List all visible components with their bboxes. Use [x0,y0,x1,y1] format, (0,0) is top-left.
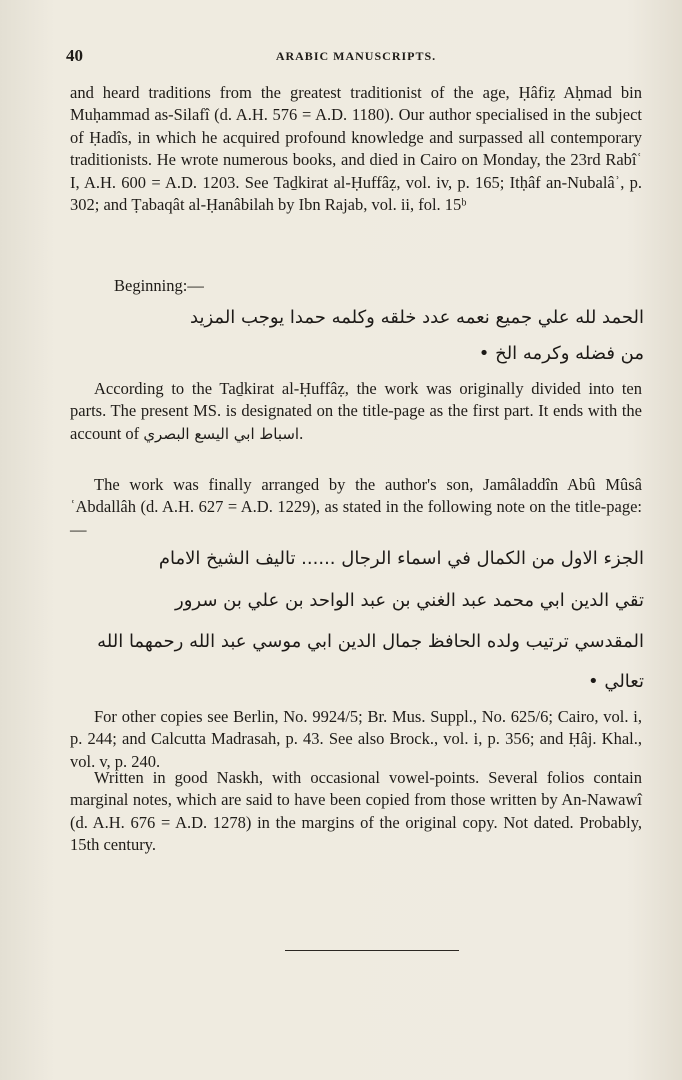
page-header [66,46,646,70]
description-paragraph: Written in good Naskh, with occasional vowel-points. Several folios contain marginal notes, which are said to have been copied from those written by An-Nawawî (d. A.H. 676 = A.D. 1278) in the margins of the original copy. Not dated. Probably, 15th century. [70,768,642,855]
copies-paragraph: For other copies see Berlin, No. 9924/5; Br. Mus. Suppl., No. 625/6; Cairo, vol. i, p. 244; and Calcutta Madrasah, p. 43. See also Brock., vol. i, p. 356; and Ḥâj. Khal., vol. v, p. 240. [70,707,642,771]
arabic-note-line-4: تعالي • [587,671,644,692]
taḏkirat-paragraph: According to the Taḏkirat al-Ḥuffâẓ, the work was originally divided into ten parts. The present MS. is designated on the title-page as the first part. It ends with the account of اسباط ابي اليسع البصري. [70,379,642,443]
arabic-note-line-1: الجزء الاول من الكمال في اسماء الرجال ...... تاليف الشيخ الامام [158,548,644,569]
arabic-inline-name: اسباط ابي اليسع البصري [143,424,300,443]
taḏkirat-paragraph-text: According to the Taḏkirat al-Ḥuffâẓ, the work was originally divided into ten parts. The present MS. is designated on the title-page as the first part. It ends with the account of [70,379,642,443]
arrangement-paragraph: The work was finally arranged by the author's son, Jamâladdîn Abû Mûsâ ʿAbdallâh (d. A.H. 627 = A.D. 1229), as stated in the following note on the title-page:— [70,475,642,539]
arabic-note-line-3: المقدسي ترتيب ولده الحافظ جمال الدين ابي موسي عبد الله رحمهما الله [97,631,644,652]
section-divider [285,950,459,951]
running-title: ARABIC MANUSCRIPTS. [275,49,437,63]
beginning-label: Beginning:— [114,276,204,295]
arabic-beginning-line-1: الحمد لله علي جميع نعمه عدد خلقه وكلمه حمدا يوجب المزيد [190,307,644,328]
arabic-beginning-line-2: من فضله وكرمه الخ • [478,343,644,364]
biography-paragraph: and heard traditions from the greatest traditionist of the age, Ḥâfiẓ Aḥmad bin Muḥammad as-Silafî (d. A.H. 576 = A.D. 1180). Our author specialised in the subject of Ḥadîs, in which he acquired profound knowledge and surpassed all contemporary traditionists. He wrote numerous books, and died in Cairo on Monday, the 23rd Rabîʿ I, A.H. 600 = A.D. 1203. See Taḏkirat al-Ḥuffâẓ, vol. iv, p. 165; Itḥâf an-Nubalâʾ, p. 302; and Ṭabaqât al-Ḥanâbilah by Ibn Rajab, vol. ii, fol. 15ᵇ [70,83,642,215]
arabic-note-line-2: تقي الدين ابي محمد عبد الغني بن عبد الواحد بن علي بن سرور [175,590,644,611]
page-number: 40 [66,46,83,65]
